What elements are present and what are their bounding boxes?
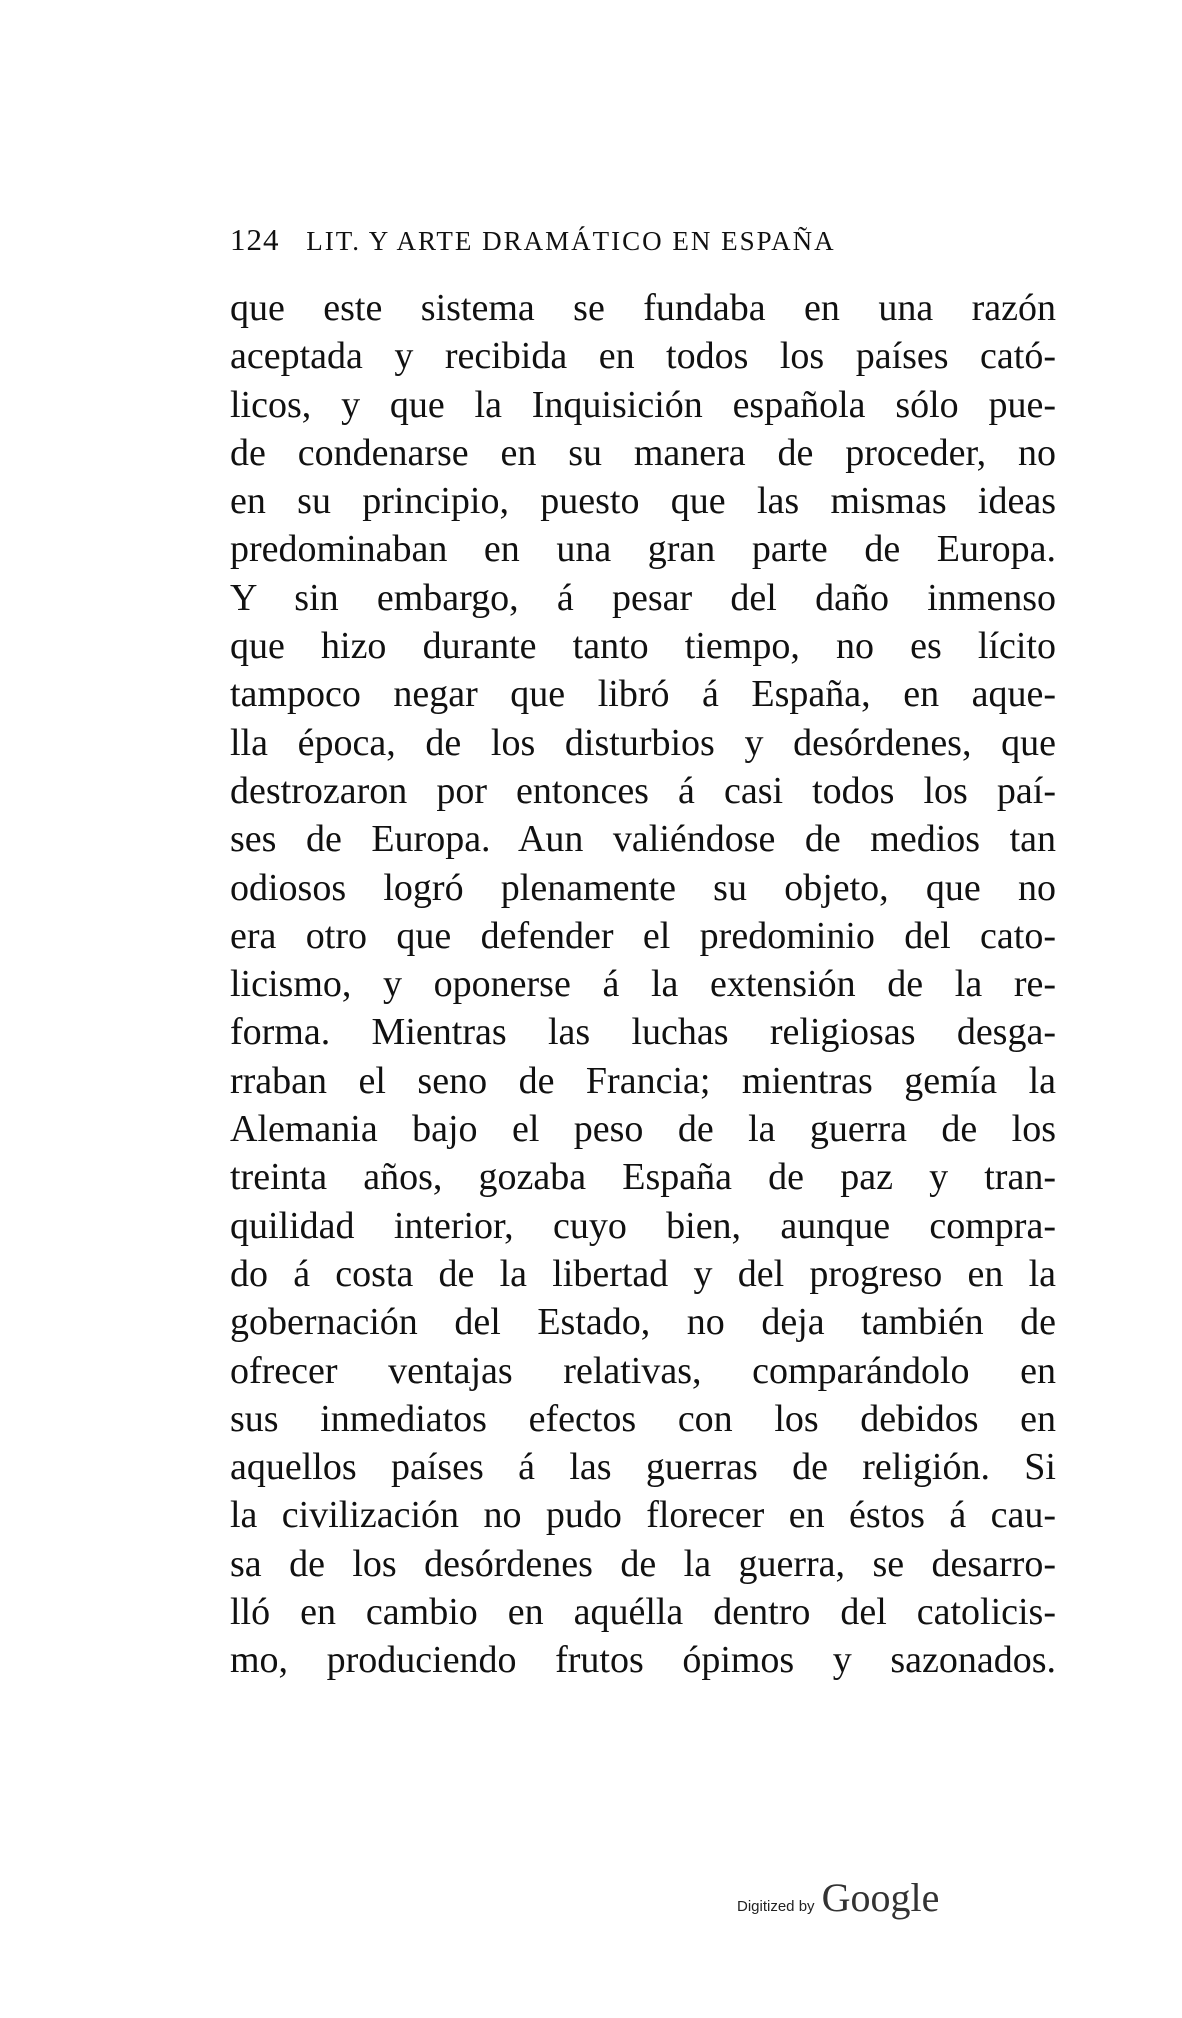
digitized-by-watermark — [737, 1874, 997, 1924]
text-line: odiosos logró plenamente su objeto, que no — [230, 866, 1056, 909]
text-line: era otro que defender el predominio del cato- — [230, 914, 1056, 957]
text-line: aquellos países á las guerras de religión. Si — [230, 1446, 1056, 1489]
text-line: ses de Europa. Aun valiéndose de medios tan — [230, 818, 1056, 861]
text-line: forma. Mientras las luchas religiosas desga- — [230, 1011, 1056, 1054]
text-line: lla época, de los disturbios y desórdenes, que — [230, 721, 1056, 764]
text-line: mo, produciendo frutos ópimos y sazonados. — [230, 1639, 1056, 1682]
text-line: sa de los desórdenes de la guerra, se desarro- — [230, 1542, 1056, 1585]
text-line: licismo, y oponerse á la extensión de la re- — [230, 963, 1056, 1006]
text-line: en su principio, puesto que las mismas ideas — [230, 480, 1056, 523]
text-line: quilidad interior, cuyo bien, aunque compra- — [230, 1204, 1056, 1247]
running-title: LIT. Y ARTE DRAMÁTICO EN ESPAÑA — [306, 226, 836, 256]
text-line: ofrecer ventajas relativas, comparándolo en — [230, 1349, 1056, 1392]
text-line: lló en cambio en aquélla dentro del catolicis- — [230, 1591, 1056, 1634]
text-line: tampoco negar que libró á España, en aque- — [230, 673, 1056, 716]
text-line: la civilización no pudo florecer en éstos á cau- — [230, 1494, 1056, 1537]
page-number: 124 — [230, 222, 280, 257]
text-line: sus inmediatos efectos con los debidos en — [230, 1397, 1056, 1440]
body-text — [230, 284, 1056, 1685]
text-line: licos, y que la Inquisición española sólo pue- — [230, 383, 1056, 426]
running-head — [230, 222, 1060, 262]
text-line: predominaban en una gran parte de Europa. — [230, 528, 1056, 571]
text-line: aceptada y recibida en todos los países cató- — [230, 335, 1056, 378]
text-line: do á costa de la libertad y del progreso en la — [230, 1252, 1056, 1295]
text-line: gobernación del Estado, no deja también de — [230, 1301, 1056, 1344]
digitized-label: Digitized by — [737, 1898, 815, 1915]
text-line: que hizo durante tanto tiempo, no es lícito — [230, 625, 1056, 668]
text-line: destrozaron por entonces á casi todos los paí- — [230, 769, 1056, 812]
text-line: de condenarse en su manera de proceder, no — [230, 431, 1056, 474]
text-line: Alemania bajo el peso de la guerra de los — [230, 1108, 1056, 1151]
text-line: treinta años, gozaba España de paz y tran- — [230, 1156, 1056, 1199]
text-line: que este sistema se fundaba en una razón — [230, 287, 1056, 329]
text-line: rraban el seno de Francia; mientras gemía la — [230, 1059, 1056, 1102]
text-line: Y sin embargo, á pesar del daño inmenso — [230, 576, 1056, 619]
google-logo-text: Google — [821, 1875, 940, 1920]
